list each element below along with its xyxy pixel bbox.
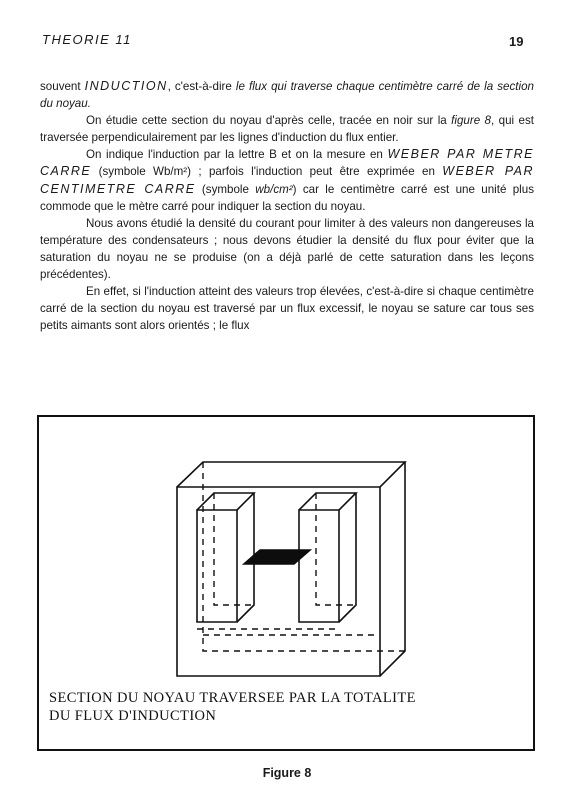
text-run: , c'est-à-dire — [167, 80, 236, 93]
body-text — [40, 78, 534, 334]
figure-frame — [37, 415, 535, 751]
text-run: souvent — [40, 80, 85, 93]
figure-caption — [49, 689, 416, 725]
term-induction: INDUCTION — [84, 79, 168, 93]
figure-label: Figure 8 — [262, 766, 312, 780]
text-run: On indique l'induction par la lettre B et on la mesure en — [86, 148, 388, 162]
text-run: (symbole Wb/m²) ; parfois l'induction peut être exprimée en — [91, 165, 443, 179]
right-leg-side — [339, 493, 356, 622]
unit-term: WEBER PAR METRE CARRE — [40, 147, 534, 179]
core-outer-side — [380, 462, 405, 676]
figure-reference: figure 8 — [451, 114, 492, 128]
core-outer-top — [177, 462, 405, 487]
text-run: (symbole — [195, 182, 256, 196]
left-leg-top — [197, 493, 254, 510]
unit-symbol: wb/cm² — [255, 182, 293, 196]
text-run: ) car le centimètre carré est une unité plus commode que le mètre carré pour indiquer la section du noyau. — [40, 182, 534, 213]
caption-line: SECTION DU NOYAU TRAVERSEE PAR LA TOTALITE — [49, 690, 416, 706]
core-outer-front — [177, 487, 380, 676]
unit-term: WEBER PAR CENTIMETRE CARRE — [40, 164, 534, 196]
chapter-heading: THEORIE 11 — [42, 32, 132, 47]
paragraph — [40, 146, 534, 214]
text-run: On étudie cette section du noyau d'après celle, tracée en noir sur la — [86, 114, 452, 128]
paragraph — [40, 78, 534, 112]
caption-line: DU FLUX D'INDUCTION — [49, 708, 217, 724]
definition-text: le flux qui traverse chaque centimètre carré de la section du noyau. — [40, 80, 534, 111]
paragraph — [40, 112, 534, 146]
paragraph: Nous avons étudié la densité du courant pour limiter à des valeurs non dangereuses la température des condensateurs ; nous devons étudier la densité du flux pour éviter que la saturation du noyau ne se produise (on a déjà parlé de cette saturation dans les leçons précédentes). — [40, 216, 534, 282]
right-leg-top — [299, 493, 356, 510]
paragraph: En effet, si l'induction atteint des valeurs trop élevées, c'est-à-dire si chaque centimètre carré de la section du noyau est traversé par un flux excessif, le noyau se sature car tous ses petits aimants sont alors orientés ; le flux — [40, 285, 534, 333]
text-run: , qui est traversée perpendiculairement par les lignes d'induction du flux entier. — [40, 114, 535, 145]
page-number: 19 — [509, 34, 524, 49]
